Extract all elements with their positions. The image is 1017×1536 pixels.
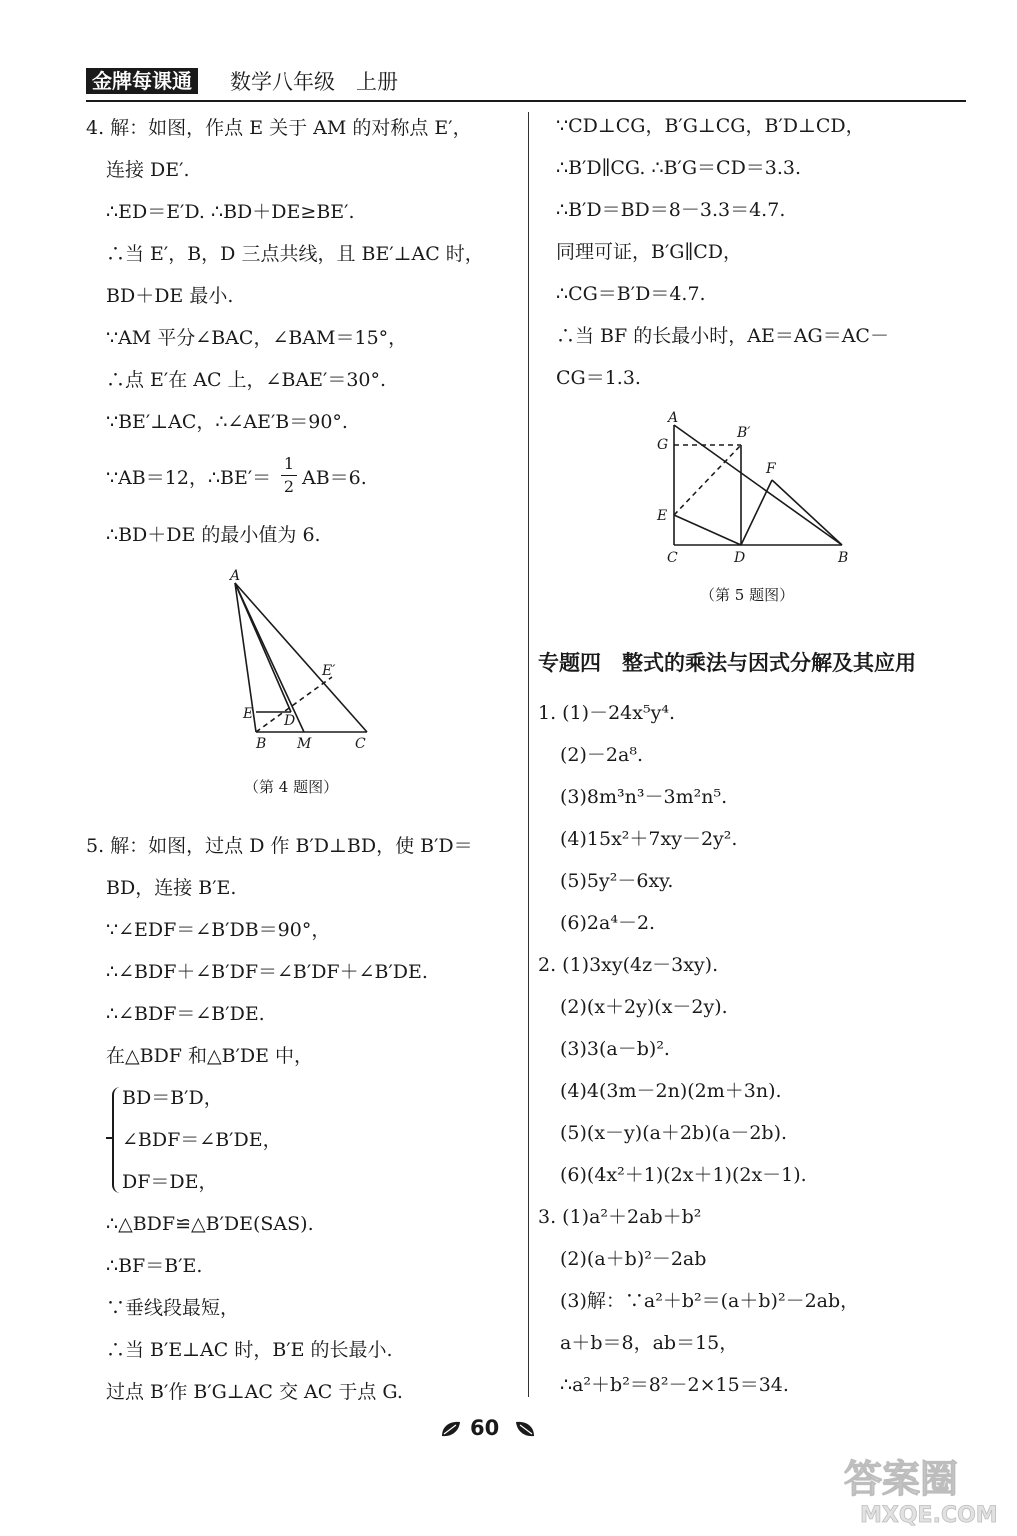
text-line: BD＝B′D， <box>122 1087 223 1109</box>
label-G: G <box>657 437 669 453</box>
figure-4-diagram <box>225 560 385 760</box>
text-line: CG＝1.3. <box>556 367 641 389</box>
fraction-denominator: 2 <box>283 477 295 496</box>
label-D: D <box>734 550 746 566</box>
label-M: M <box>297 736 312 752</box>
header-rule <box>86 100 966 102</box>
brand-badge: 金牌每课通 <box>86 68 198 94</box>
system-brace-tip <box>106 1137 114 1139</box>
text-line: ∴当 BF 的长最小时，AE＝AG＝AC－ <box>556 325 889 347</box>
text-line: ∴B′D∥CG. ∴B′G＝CD＝3.3. <box>556 157 802 179</box>
label-C: C <box>355 736 366 752</box>
text-line: ∴点 E′在 AC 上，∠BAE′＝30°. <box>106 369 387 391</box>
label-E: E <box>657 508 668 524</box>
text-line: (2)－2a⁸. <box>560 744 643 766</box>
text-line: (5)(x－y)(a＋2b)(a－2b). <box>560 1122 788 1144</box>
label-C: C <box>667 550 678 566</box>
label-E-prime: E′ <box>322 663 336 679</box>
text-line: ∠BDF＝∠B′DE， <box>122 1129 282 1151</box>
text-line: a＋b＝8，ab＝15， <box>560 1332 739 1354</box>
section-title: 专题四 整式的乘法与因式分解及其应用 <box>538 651 916 675</box>
text-line: (3)3(a－b)². <box>560 1038 670 1060</box>
label-F: F <box>766 461 776 477</box>
text-line: (3)解：∵a²＋b²＝(a＋b)²－2ab， <box>560 1290 860 1312</box>
column-divider <box>528 112 529 1397</box>
text-line: ∵BE′⊥AC，∴∠AE′B＝90°. <box>106 411 348 433</box>
text-line: ∴a²＋b²＝8²－2×15＝34. <box>560 1374 789 1396</box>
watermark-logo <box>840 1448 1010 1530</box>
text-line: (3)8m³n³－3m²n⁵. <box>560 786 728 808</box>
text-line: ∵AM 平分∠BAC，∠BAM＝15°， <box>106 327 408 349</box>
fraction-numerator: 1 <box>283 454 295 473</box>
text-line: (4)15x²＋7xy－2y². <box>560 828 738 850</box>
text-line: BD＋DE 最小. <box>106 285 234 307</box>
leaf-left-icon <box>440 1420 462 1438</box>
leaf-right-icon <box>514 1420 536 1438</box>
svg-text:答案圈: 答案圈 <box>844 1457 959 1501</box>
text-line: 过点 B′作 B′G⊥AC 交 AC 于点 G. <box>106 1381 403 1403</box>
text-line: ∵∠EDF＝∠B′DB＝90°， <box>106 919 331 941</box>
label-E: E <box>243 706 254 722</box>
label-A: A <box>668 410 679 426</box>
label-B: B <box>838 550 849 566</box>
text-line: ∴∠BDF＝∠B′DE. <box>106 1003 265 1025</box>
text-line: ∴BF＝B′E. <box>106 1255 203 1277</box>
text-line: (2)(a＋b)²－2ab <box>560 1248 707 1270</box>
figure-4-caption: （第 4 题图） <box>244 778 339 796</box>
text-line: ∵垂线段最短， <box>106 1297 240 1319</box>
label-B: B <box>256 736 267 752</box>
label-D: D <box>284 713 296 729</box>
text-line: (4)4(3m－2n)(2m＋3n). <box>560 1080 782 1102</box>
text-line: (6)(4x²＋1)(2x＋1)(2x－1). <box>560 1164 807 1186</box>
text-line: (2)(x＋2y)(x－2y). <box>560 996 728 1018</box>
figure-5-caption: （第 5 题图） <box>700 586 795 604</box>
text-line: ∴BD＋DE 的最小值为 6. <box>106 524 321 546</box>
text-line: DF＝DE， <box>122 1171 218 1193</box>
fraction-bar <box>281 475 297 476</box>
text-line: (5)5y²－6xy. <box>560 870 674 892</box>
text-line: ∵AB＝12，∴BE′＝ <box>106 467 272 489</box>
text-line: 在△BDF 和△B′DE 中， <box>106 1045 314 1067</box>
text-line: ∴△BDF≌△B′DE(SAS). <box>106 1213 314 1235</box>
text-line: ∴B′D＝BD＝8－3.3＝4.7. <box>556 199 786 221</box>
svg-text:MXQE.COM: MXQE.COM <box>860 1503 998 1528</box>
text-line: BD，连接 B′E. <box>106 877 237 899</box>
label-A: A <box>230 568 241 584</box>
text-line: ∴当 B′E⊥AC 时，B′E 的长最小. <box>106 1339 393 1361</box>
label-B-prime: B′ <box>737 425 751 441</box>
text-line: AB＝6. <box>302 467 367 489</box>
book-title: 数学八年级 上册 <box>230 70 398 94</box>
text-line: 4. 解：如图，作点 E 关于 AM 的对称点 E′， <box>86 117 472 139</box>
text-line: ∵CD⊥CG，B′G⊥CG，B′D⊥CD， <box>556 115 865 137</box>
system-brace <box>112 1087 122 1193</box>
text-line: (6)2a⁴－2. <box>560 912 656 934</box>
text-line: 5. 解：如图，过点 D 作 B′D⊥BD，使 B′D＝ <box>86 835 473 857</box>
text-line: ∴当 E′，B，D 三点共线，且 BE′⊥AC 时， <box>106 243 484 265</box>
text-line: 3. (1)a²＋2ab＋b² <box>538 1206 702 1228</box>
page-number: 60 <box>470 1416 500 1440</box>
text-line: 2. (1)3xy(4z－3xy). <box>538 954 719 976</box>
text-line: 同理可证，B′G∥CD， <box>556 241 743 263</box>
figure-5-diagram <box>650 405 860 570</box>
text-line: 连接 DE′. <box>106 159 190 181</box>
text-line: ∴CG＝B′D＝4.7. <box>556 283 706 305</box>
text-line: ∴ED＝E′D. ∴BD＋DE≥BE′. <box>106 201 355 223</box>
text-line: ∴∠BDF＋∠B′DF＝∠B′DF＋∠B′DE. <box>106 961 428 983</box>
text-line: 1. (1)－24x⁵y⁴. <box>538 702 675 724</box>
